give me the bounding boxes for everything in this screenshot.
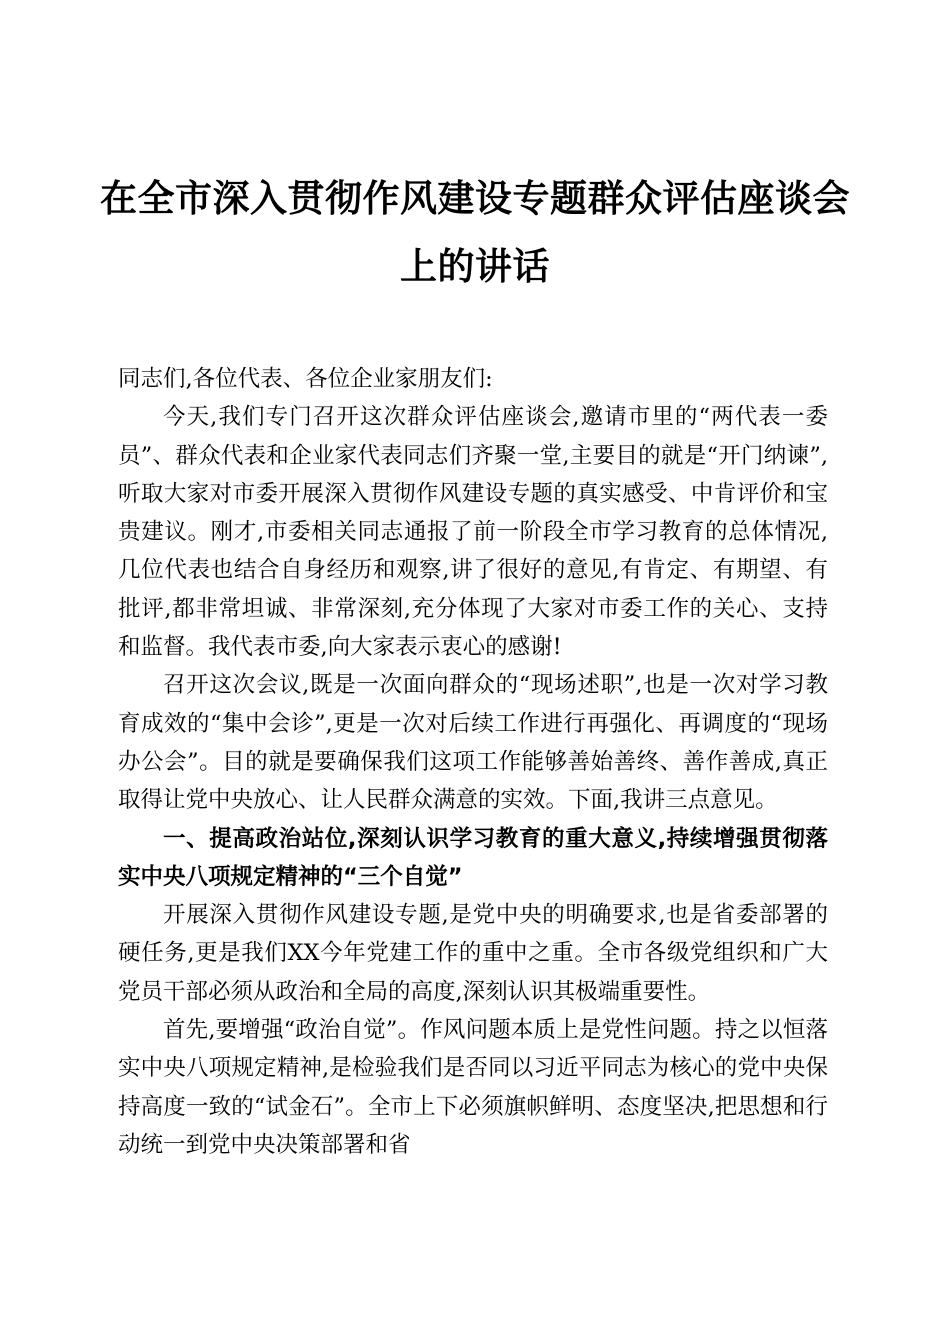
paragraph-intro: 今天,我们专门召开这次群众评估座谈会,邀请市里的“两代表一委员”、群众代表和企业家代表同志们齐聚一堂,主要目的就是“开门纳谏”,听取大家对市委开展深入贯彻作风建设专题的真实感受、中肯评价和宝贵建议。刚才,市委相关同志通报了前一阶段全市学习教育的总体情况,几位代表也结合自身经历和观察,讲了很好的意见,有肯定、有期望、有批评,都非常坦诚、非常深刻,充分体现了大家对市委工作的关心、支持和监督。我代表市委,向大家表示衷心的感谢! — [118, 404, 828, 661]
section-heading-1: 一、提高政治站位,深刻认识学习教育的重大意义,持续增强贯彻落实中央八项规定精神的“三个自觉” — [118, 825, 828, 890]
paragraph-purpose: 召开这次会议,既是一次面向群众的“现场述职”,也是一次对学习教育成效的“集中会诊”,更是一次对后续工作进行再强化、再调度的“现场办公会”。目的就是要确保我们这项工作能够善始善终、善作善成,真正取得让党中央放心、让人民群众满意的实效。下面,我讲三点意见。 — [118, 672, 828, 814]
paragraph-section-1-intro: 开展深入贯彻作风建设专题,是党中央的明确要求,也是省委部署的硬任务,更是我们XX今年党建工作的重中之重。全市各级党组织和广大党员干部必须从政治和全局的高度,深刻认识其极端重要性。 — [118, 902, 828, 1005]
salutation: 同志们,各位代表、各位企业家朋友们: — [118, 366, 493, 392]
document-body — [118, 360, 828, 1164]
page-title: 在全市深入贯彻作风建设专题群众评估座谈会上的讲话 — [100, 176, 850, 288]
paragraph-political-awareness: 首先,要增强“政治自觉”。作风问题本质上是党性问题。持之以恒落实中央八项规定精神,是检验我们是否同以习近平同志为核心的党中央保持高度一致的“试金石”。全市上下必须旗帜鲜明、态度坚决,把思想和行动统一到党中央决策部署和省 — [118, 1017, 828, 1158]
